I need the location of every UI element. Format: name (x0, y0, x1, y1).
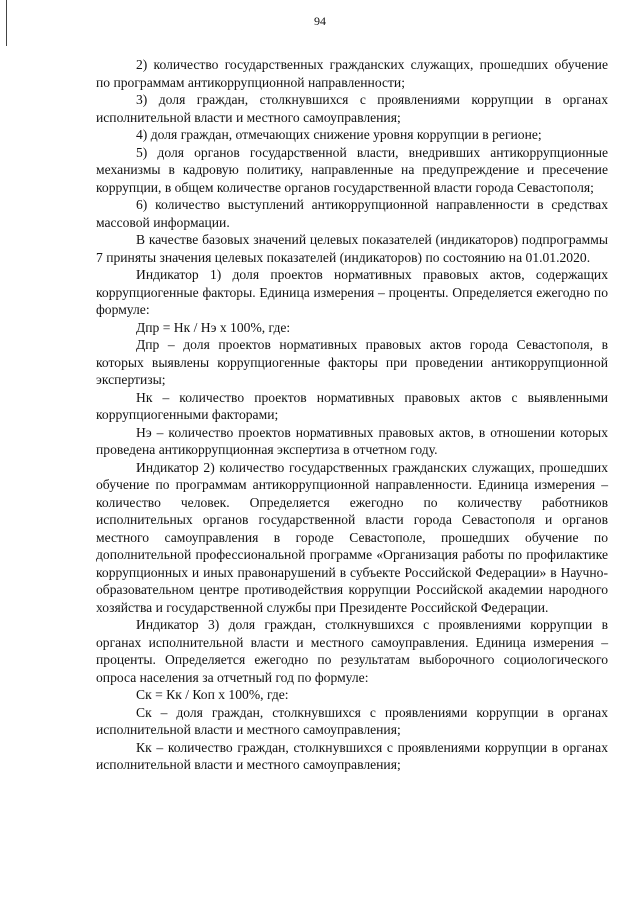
paragraph: В качестве базовых значений целевых показателей (индикаторов) подпрограммы 7 приняты значения целевых показателей (индикаторов) по состоянию на 01.01.2020. (96, 232, 608, 265)
formula: Ск = Кк / Коп х 100%, где: (136, 687, 289, 702)
document-body (96, 56, 608, 774)
paragraph: 3) доля граждан, столкнувшихся с проявлениями коррупции в органах исполнительной власти и местного самоуправления; (96, 92, 608, 125)
paragraph: 6) количество выступлений антикоррупционной направленности в средствах массовой информации. (96, 197, 608, 230)
paragraph: Кк – количество граждан, столкнувшихся с проявлениями коррупции в органах исполнительной власти и местного самоуправления; (96, 739, 608, 772)
formula: Дпр = Нк / Нэ х 100%, где: (136, 319, 291, 335)
paragraph: Нк – количество проектов нормативных правовых актов с выявленными коррупциогенными факторами; (96, 389, 608, 422)
paragraph: Дпр – доля проектов нормативных правовых актов города Севастополя, в которых выявлены коррупциогенные факторы при проведении антикоррупционной экспертизы; (96, 337, 608, 387)
paragraph: Ск – доля граждан, столкнувшихся с проявлениями коррупции в органах исполнительной власти и местного самоуправления; (96, 704, 608, 737)
paragraph: 4) доля граждан, отмечающих снижение уровня коррупции в регионе; (136, 127, 542, 142)
paragraph: Индикатор 1) доля проектов нормативных правовых актов, содержащих коррупциогенные факторы. Единица измерения – проценты. Определяется ежегодно по формуле: (96, 267, 608, 317)
paragraph: 2) количество государственных гражданских служащих, прошедших обучение по программам антикоррупционной направленности; (96, 57, 608, 90)
paragraph: Нэ – количество проектов нормативных правовых актов, в отношении которых проведена антикоррупционная экспертиза в отчетном году. (96, 424, 608, 457)
paragraph: Индикатор 3) доля граждан, столкнувшихся с проявлениями коррупции в органах исполнительной власти и местного самоуправления. Единица измерения – проценты. Определяется ежегодно по результатам выборочного социологического опроса населения за отчетный год по формуле: (96, 617, 608, 685)
paragraph: Индикатор 2) количество государственных гражданских служащих, прошедших обучение по программам антикоррупционной направленности. Единица измерения – количество человек. Определяется ежегодно по количеству работников исполнительных органов государственной власти города Севастополя и органов местного самоуправления в городе Севастополе, прошедших обучение по дополнительной профессиональной программе «Организация работы по профилактике коррупционных и иных правонарушений в субъекте Российской Федерации» в Научно-образовательном центре противодействия коррупции Российской академии народного хозяйства и государственной службы при Президенте Российской Федерации. (96, 459, 608, 615)
page-number: 94 (314, 14, 326, 28)
paragraph: 5) доля органов государственной власти, внедривших антикоррупционные механизмы в кадровую политику, направленные на предупреждение и пресечение коррупции, в общем количестве органов государственной власти города Севастополя; (96, 144, 608, 195)
